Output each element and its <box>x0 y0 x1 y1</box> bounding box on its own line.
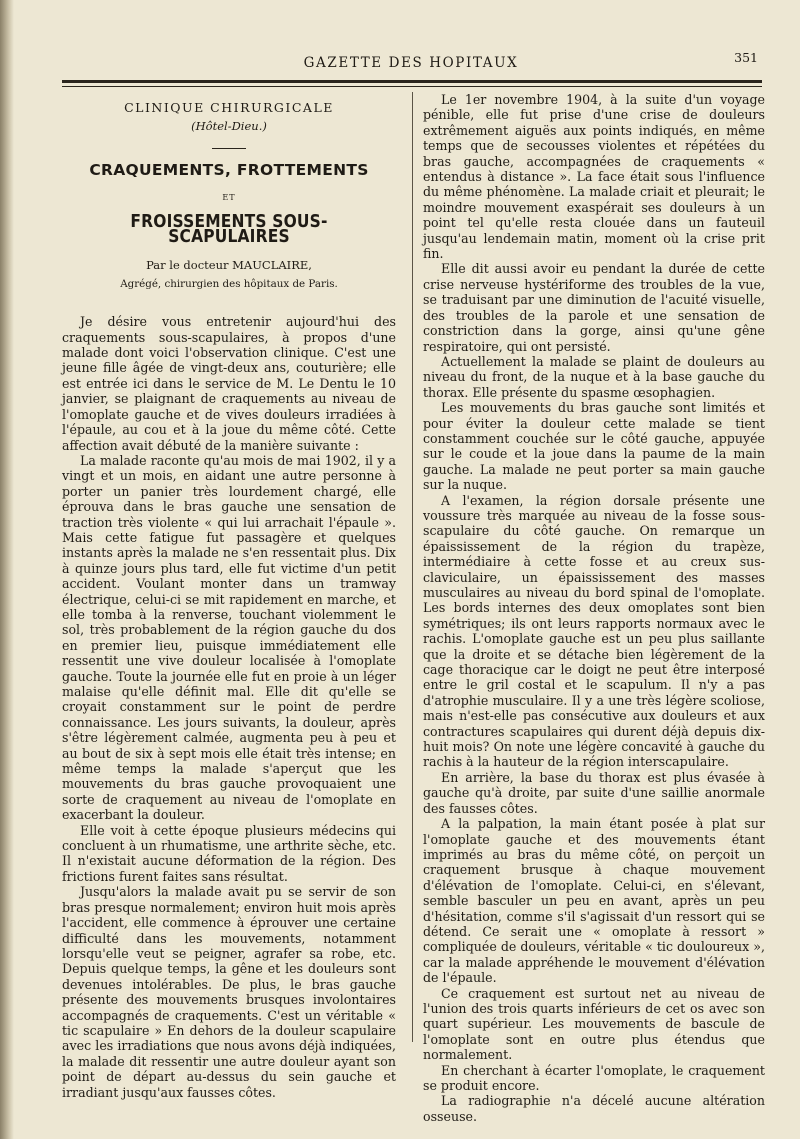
header-rule-thin <box>62 86 762 87</box>
right-column <box>423 92 765 1124</box>
page-binding-shadow <box>0 0 14 1139</box>
paragraph: Actuellement la malade se plaint de douleurs au niveau du front, de la nuque et à la base gauche du thorax. Elle présente du spasme œsophagien. <box>423 353 765 400</box>
journal-title: GAZETTE DES HOPITAUX <box>303 55 519 71</box>
author-byline: Par le docteur MAUCLAIRE, <box>146 258 312 273</box>
paragraph: Les mouvements du bras gauche sont limités et pour éviter la douleur cette malade se tient constamment couchée sur le côté gauche, appuyée sur le coude et la joue dans la paume de la main gauche. La malade ne peut porter sa main gauche sur la nuque. <box>423 400 765 493</box>
paragraph: Elle voit à cette époque plusieurs médecins qui concluent à un rhumatisme, une arthrite sèche, etc. Il n'existait aucune déformation de la région. Des frictions furent faites sans résultat. <box>62 822 396 884</box>
paragraph: Elle dit aussi avoir eu pendant la durée de cette crise nerveuse hystériforme des troubles de la vue, se traduisant par une diminution de l'acuité visuelle, des troubles de la parole et une sensation de constriction dans la gorge, ainsi qu'une gêne respiratoire, qui ont persisté. <box>423 261 765 354</box>
paragraph: En cherchant à écarter l'omoplate, le craquement se produit encore. <box>423 1062 765 1093</box>
section-label: CLINIQUE CHIRURGICALE <box>124 100 334 115</box>
paragraph: La radiographie n'a décelé aucune altération osseuse. <box>423 1093 765 1124</box>
paragraph: En arrière, la base du thorax est plus évasée à gauche qu'à droite, par suite d'une saillie anormale des fausses côtes. <box>423 769 765 816</box>
article-title-line-1: CRAQUEMENTS, FROTTEMENTS <box>89 160 369 179</box>
left-body-text <box>62 314 396 1100</box>
page-number: 351 <box>734 50 758 65</box>
paragraph: A la palpation, la main étant posée à plat sur l'omoplate gauche et des mouvements étant imprimés au bras du même côté, on perçoit un craquement brusque à chaque mouvement d'élévation de l'omoplate. Celui-ci, en s'élevant, semble basculer un peu en avant, après un peu d'hésitation, comme s'il s'agissait d'un ressort qui se détend. Ce serait une « omoplate à ressort » compliquée de douleurs, véritable « tic douloureux », car la malade appréhende le mouvement d'élévation de l'épaule. <box>423 816 765 986</box>
header-rule-thick <box>62 80 762 83</box>
column-divider <box>412 92 413 1042</box>
paragraph: Le 1er novembre 1904, à la suite d'un voyage pénible, elle fut prise d'une crise de douleurs extrêmement aiguës aux points indiqués, en même temps que de secousses violentes et répétées du bras gauche, accompagnées de craquements « entendus à distance ». La face était sous l'influence du même phénomène. La malade criait et pleurait; le moindre mouvement exaspérait ses douleurs à un point tel qu'elle resta clouée dans un fauteuil jusqu'au lendemain matin, moment où la crise prit fin. <box>423 92 765 262</box>
author-affiliation: Agrégé, chirurgien des hôpitaux de Paris. <box>120 277 338 290</box>
right-body-text <box>423 92 765 1124</box>
paragraph: Ce craquement est surtout net au niveau de l'union des trois quarts inférieurs de cet os avec son quart supérieur. Les mouvements de bascule de l'omoplate sont en outre plus étendus que normalement. <box>423 985 765 1063</box>
left-column <box>62 100 396 1100</box>
paragraph: Jusqu'alors la malade avait pu se servir de son bras presque normalement; environ huit mois après l'accident, elle commence à éprouver une certaine difficulté dans les mouvements, notamment lorsqu'elle veut se peigner, agrafer sa robe, etc. Depuis quelque temps, la gêne et les douleurs sont devenues intolérables. De plus, le bras gauche présente des mouvements brusques involontaires accompagnés de craquements. C'est un véritable « tic scapulaire » En dehors de la douleur scapulaire avec les irradiations que nous avons déjà indiquées, la malade dit ressentir une autre douleur ayant son point de départ au-dessus du sein gauche et irradiant jusqu'aux fausses côtes. <box>62 884 396 1100</box>
title-separator <box>212 148 246 149</box>
paragraph: La malade raconte qu'au mois de mai 1902, il y a vingt et un mois, en aidant une autre personne à porter un panier très lourdement chargé, elle éprouva dans le bras gauche une sensation de traction très violente « qui lui arrachait l'épaule ». Mais cette fatigue fut passagère et quelques instants après la malade ne s'en ressentait plus. Dix à quinze jours plus tard, elle fut victime d'un petit accident. Voulant monter dans un tramway électrique, celui-ci se mit rapidement en marche, et elle tomba à la renverse, touchant violemment le sol, très probablement de la région gauche du dos en premier lieu, puisque immédiatement elle ressentit une vive douleur localisée à l'omoplate gauche. Toute la journée elle fut en proie à un léger malaise qu'elle définit mal. Elle dit qu'elle se croyait constamment sur le point de perdre connaissance. Les jours suivants, la douleur, après s'être légèrement calmée, augmenta peu à peu et au bout de six à sept mois elle était très intense; en même temps la malade s'aperçut que les mouvements du bras gauche provoquaient une sorte de craquement au niveau de l'omoplate en exacerbant la douleur. <box>62 452 396 823</box>
running-head <box>60 50 762 72</box>
paragraph: A l'examen, la région dorsale présente une voussure très marquée au niveau de la fosse sous-scapulaire du côté gauche. On remarque un épaississement de la région du trapèze, intermédiaire à cette fosse et au creux sus-claviculaire, un épaississement des masses musculaires au niveau du bord spinal de l'omoplate. Les bords internes des deux omoplates sont bien symétriques; ils ont leurs rapports normaux avec le rachis. L'omoplate gauche est un peu plus saillante que la droite et se détache bien légèrement de la cage thoracique car le doigt ne peut être interposé entre le gril costal et le scapulum. Il n'y a pas d'atrophie musculaire. Il y a une très légère scoliose, mais n'est-elle pas consécutive aux douleurs et aux contractures scapulaires qui durent déjà depuis dix-huit mois? On note une légère concavité à gauche du rachis à la hauteur de la région interscapulaire. <box>423 492 765 770</box>
article-title-line-2: FROISSEMENTS SOUS-SCAPULAIRES <box>130 210 328 248</box>
paragraph: Je désire vous entretenir aujourd'hui des craquements sous-scapulaires, à propos d'une malade dont voici l'observation clinique. C'est une jeune fille âgée de vingt-deux ans, couturière; elle est entrée ici dans le service de M. Le Dentu le 10 janvier, se plaignant de craquements au niveau de l'omoplate gauche et de vives douleurs irradiées à l'épaule, au cou et à la joue du même côté. Cette affection avait débuté de la manière suivante : <box>62 314 396 453</box>
section-place: (Hôtel-Dieu.) <box>191 119 267 134</box>
article-title-conjunction: ET <box>222 193 236 203</box>
